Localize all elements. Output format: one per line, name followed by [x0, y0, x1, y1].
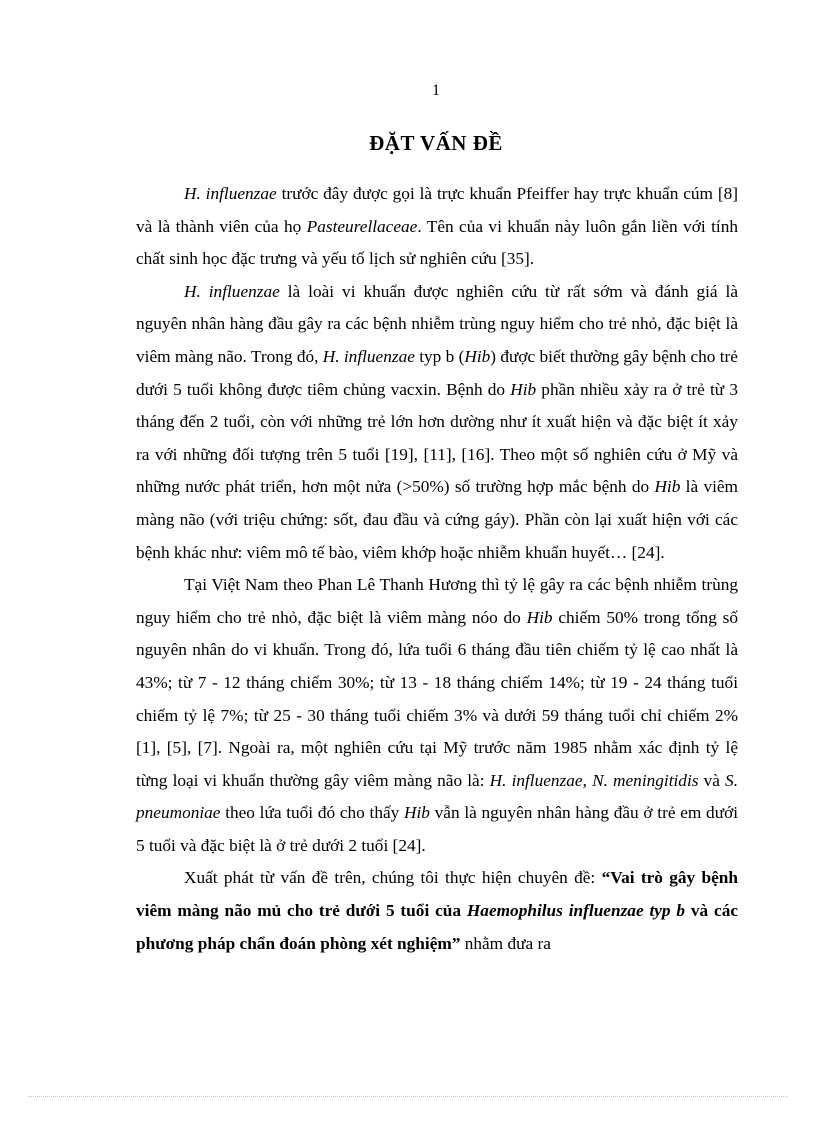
species-name: S. pneumoniae — [136, 770, 739, 823]
text-run: vẫn là nguyên nhân hàng đầu ở trẻ em dưới 5 tuổi và đặc biệt là ở trẻ dưới 2 tuổi [24]. — [136, 803, 739, 855]
text-run: , — [582, 770, 593, 790]
abbreviation-hib: Hib — [526, 607, 553, 627]
text-run: theo lứa tuổi đó cho thấy — [220, 803, 404, 823]
page-title: ĐẶT VẤN ĐỀ — [369, 131, 503, 155]
family-name: Pasteurellaceae — [306, 216, 418, 236]
paragraph-3 — [136, 569, 738, 862]
paragraph-2 — [136, 276, 738, 569]
abbreviation-hib: Hib — [404, 803, 430, 823]
text-run: typ b ( — [414, 346, 465, 366]
text-run: là loài vi khuẩn được nghiên cứu từ rất sớm và đánh giá là nguyên nhân hàng đầu gây ra các bệnh nhiễm trùng nguy hiểm cho trẻ nhỏ, đặc biệt là viêm màng não. Trong đó, — [136, 281, 738, 366]
document-body — [136, 178, 738, 960]
text-run: là viêm màng não (với triệu chứng: sốt, đau đầu và cứng gáy). Phần còn lại xuất hiện với các bệnh khác như: viêm mô tế bào, viêm khớp hoặc nhiễm khuẩn huyết… [24]. — [136, 477, 738, 562]
text-run: trước đây được gọi là trực khuẩn Pfeiffer hay trực khuẩn cúm [8] và là thành viên của họ — [136, 184, 738, 236]
abbreviation-hib: Hib — [510, 379, 537, 399]
abbreviation-hib: Hib — [654, 477, 681, 497]
abbreviation-hib: Hib — [464, 346, 491, 366]
text-run: ) được biết thường gây bệnh cho trẻ dưới 5 tuổi không được tiêm chủng vacxin. Bệnh do — [136, 346, 738, 399]
text-run: phần nhiều xảy ra ở trẻ từ 3 tháng đến 2 tuổi, còn với những trẻ lớn hơn dường như ít xuất hiện và đặc biệt ít xảy ra với những đối tượng trên 5 tuổi [19], [11], [16]. Theo một số nghiên cứu ở Mỹ và những nước phát triển, hơn một nửa (>50%) số trường hợp mắc bệnh do — [136, 379, 738, 497]
text-run: Xuất phát từ vấn đề trên, chúng tôi thực hiện chuyên đề: — [184, 868, 602, 888]
species-name: H. influenzae — [489, 770, 583, 790]
text-run: . Tên của vi khuẩn này luôn gắn liền với tính chất sinh học đặc trưng và yếu tố lịch sử nghiên cứu [35]. — [136, 216, 738, 269]
text-run: chiếm 50% trong tổng số nguyên nhân do vi khuẩn. Trong đó, lứa tuổi 6 tháng đầu tiên chiếm tỷ lệ cao nhất là 43%; từ 7 - 12 tháng chiếm 30%; từ 13 - 18 tháng chiếm 14%; từ 19 - 24 tháng tuổi chiếm tỷ lệ 7%; từ 25 - 30 tháng tuổi chiếm 3% và dưới 59 tháng tuổi chỉ chiếm 2% [1], [5], [7]. Ngoài ra, một nghiên cứu tại Mỹ trước năm 1985 nhằm xác định tỷ lệ từng loại vi khuẩn thường gây viêm màng não là: — [136, 607, 738, 790]
page-number: 1 — [432, 82, 440, 99]
text-run: và — [698, 770, 726, 790]
species-name: H. influenzae — [184, 281, 280, 301]
page-bottom-border — [28, 1096, 788, 1097]
text-run: Tại Việt Nam theo Phan Lê Thanh Hương thì tỷ lệ gây ra các bệnh nhiễm trùng nguy hiểm cho trẻ nhỏ, đặc biệt là viêm màng nóo do — [136, 575, 738, 627]
topic-title-part: “Vai trò gây bệnh viêm màng não mủ cho trẻ dưới 5 tuổi của — [136, 868, 738, 921]
species-name: N. meningitidis — [592, 770, 699, 790]
topic-title-species — [467, 901, 685, 920]
species-name: H. influenzae — [184, 184, 277, 203]
paragraph-1 — [136, 178, 738, 276]
species-name: H. influenzae — [322, 346, 415, 366]
topic-title-part: và các phương pháp chẩn đoán phòng xét nghiệm” — [136, 901, 739, 953]
topic-title-italic: Haemophilus influenzae typ b — [466, 901, 686, 921]
text-run: nhằm đưa ra — [460, 933, 551, 953]
paragraph-4 — [136, 862, 738, 960]
